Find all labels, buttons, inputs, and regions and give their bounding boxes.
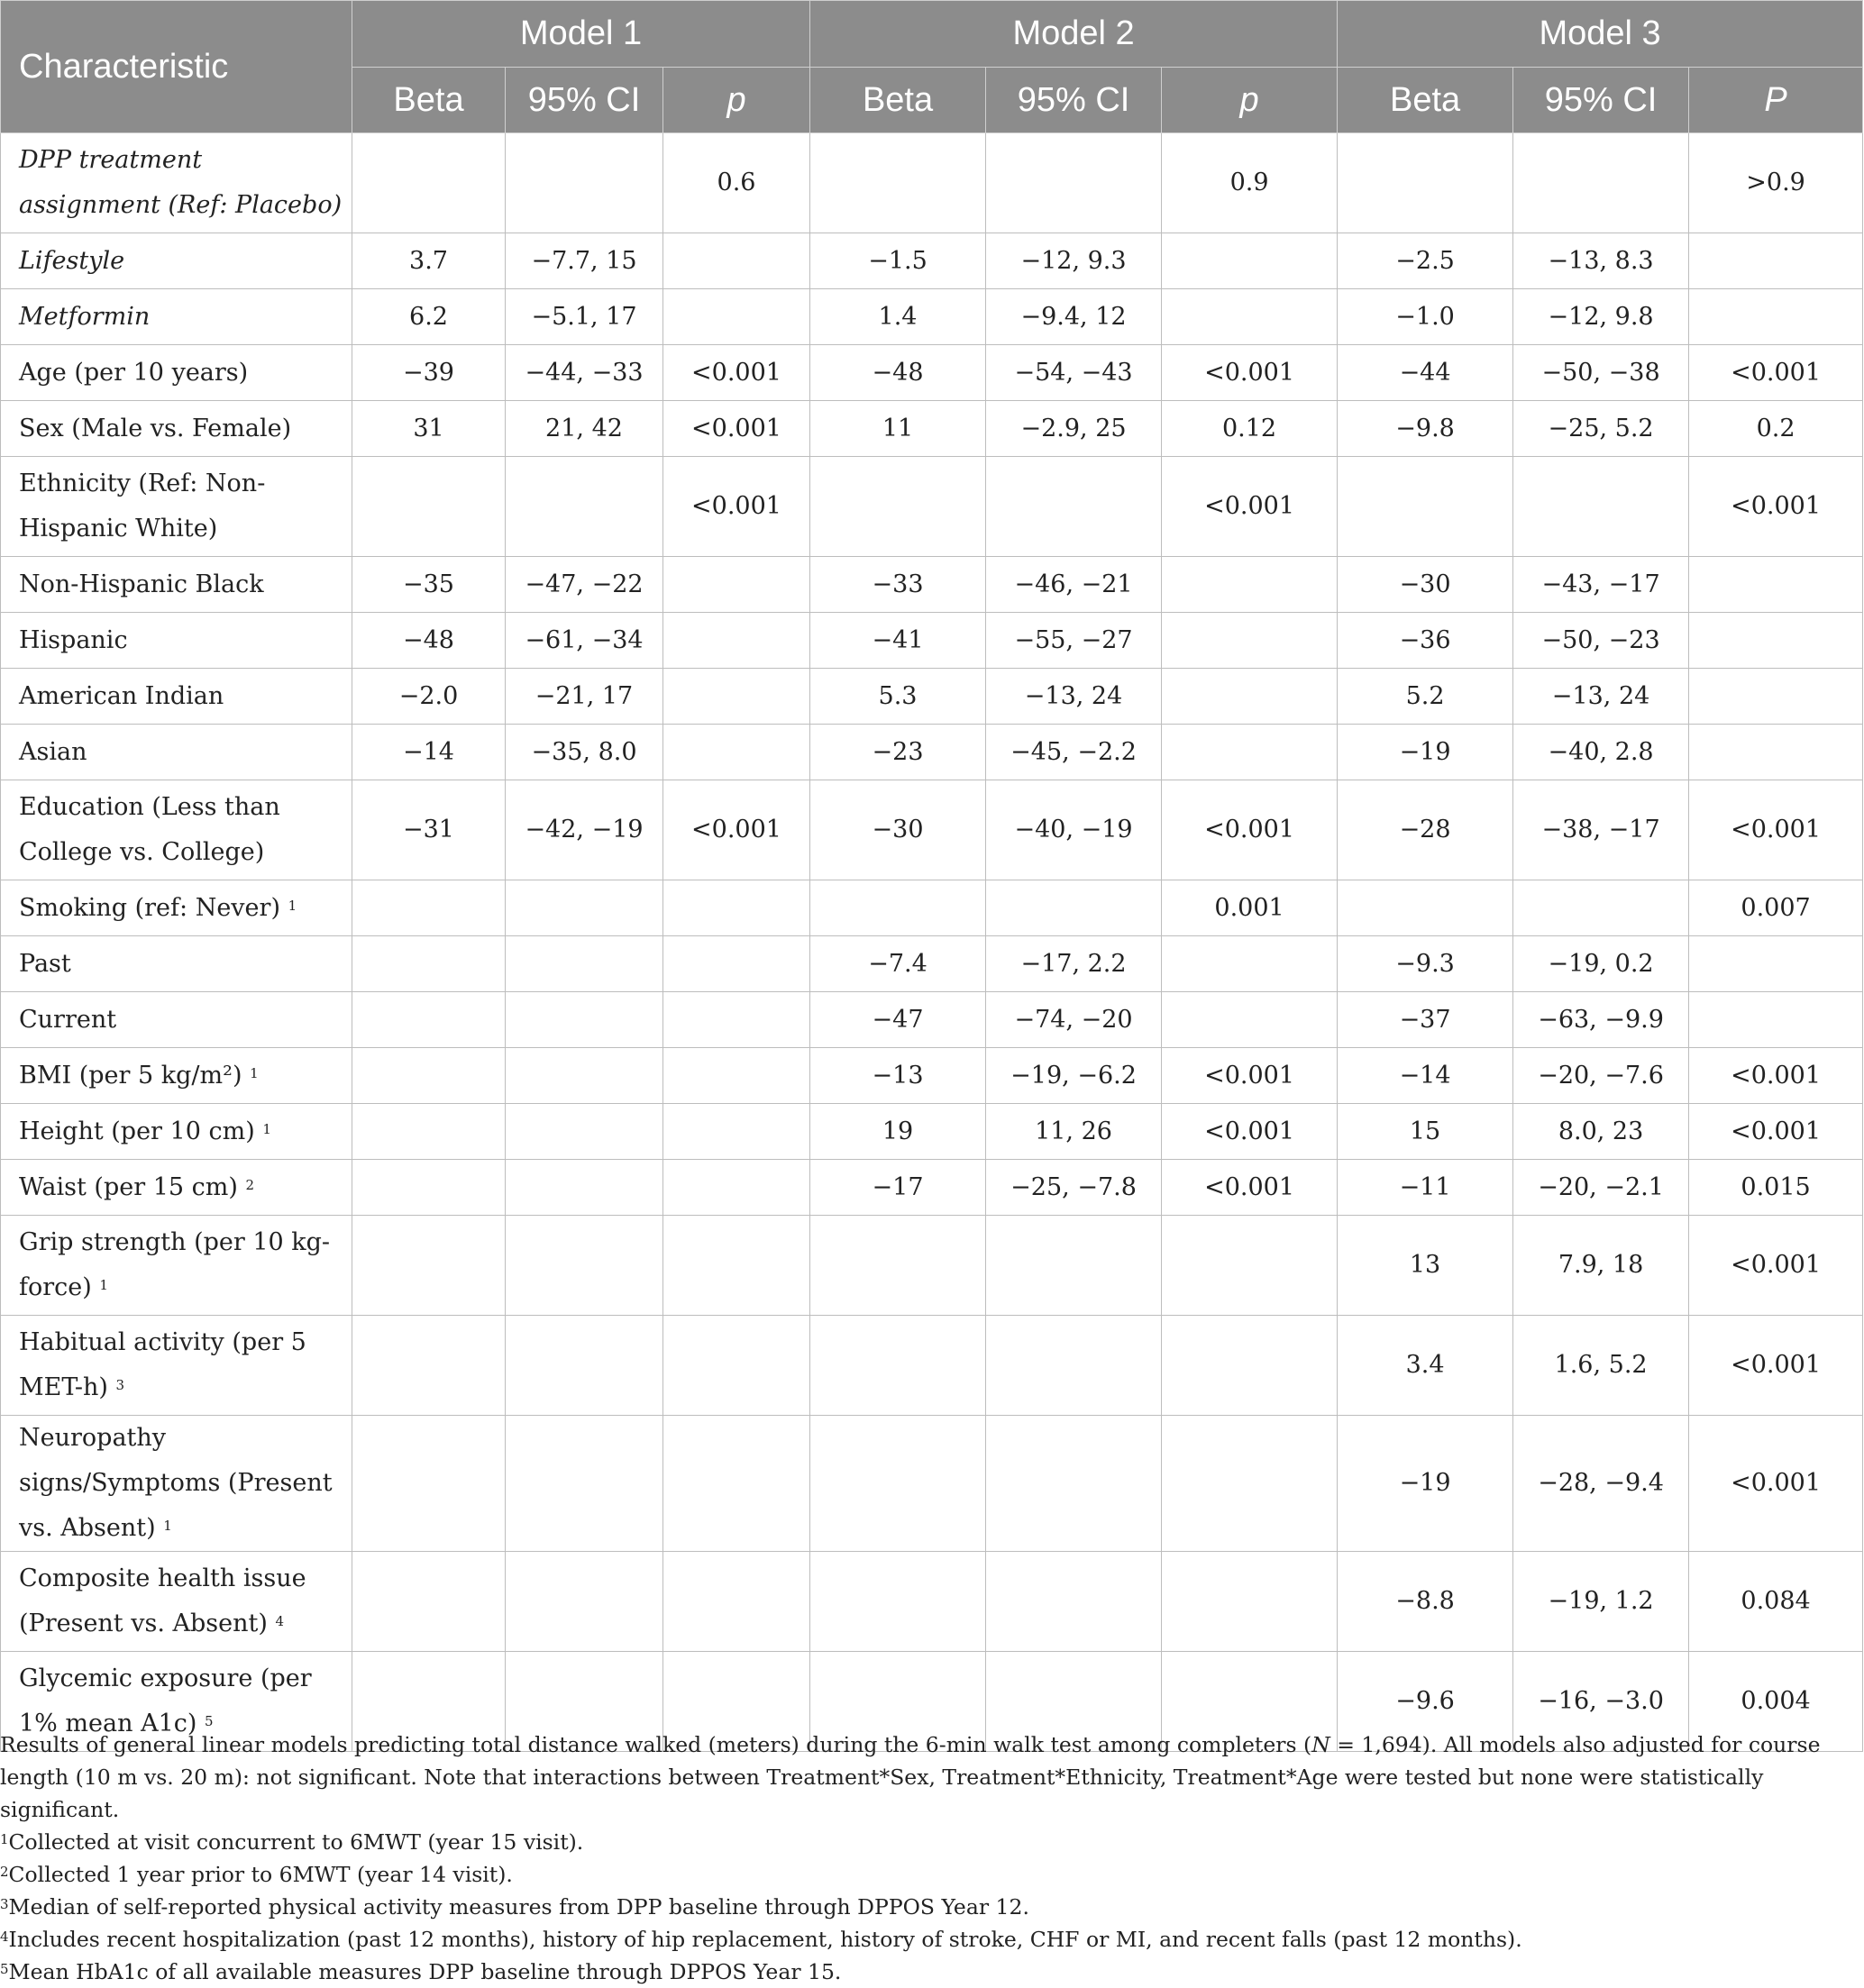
model-3-beta-cell: −9.8 [1338, 401, 1513, 457]
model-2-ci-cell: −9.4, 12 [986, 289, 1162, 345]
model-1-ci-cell [506, 1316, 663, 1416]
model-3-beta-cell: −9.3 [1338, 936, 1513, 992]
model-1-p-cell [663, 1416, 810, 1552]
model-1-ci-cell: −61, −34 [506, 613, 663, 669]
table-row [1, 936, 1863, 992]
model-3-beta-cell: −14 [1338, 1048, 1513, 1104]
model-1-ci-cell: −21, 17 [506, 669, 663, 725]
row-label: Glycemic exposure (per 1% mean A1c) $^5$ [1, 1652, 352, 1752]
model-1-ci-cell: −35, 8.0 [506, 725, 663, 780]
model-1-beta-cell: −48 [352, 613, 506, 669]
model-2-beta-cell: −17 [810, 1160, 986, 1216]
row-label: Past [1, 936, 352, 992]
model-1-ci-cell [506, 1552, 663, 1652]
model-3-p-cell [1689, 233, 1863, 289]
table-row [1, 1160, 1863, 1216]
model-2-beta-cell [810, 133, 986, 233]
model-2-ci-cell [986, 880, 1162, 936]
footnote-5: $^5$Mean HbA1c of all available measures DPP baseline through DPPOS Year 15. [0, 1959, 842, 1984]
model-3-ci-cell: 7.9, 18 [1513, 1216, 1689, 1316]
model-3-beta-cell: −19 [1338, 1416, 1513, 1552]
model-1-beta-cell: −14 [352, 725, 506, 780]
model-3-p-cell: <0.001 [1689, 1048, 1863, 1104]
table-caption: Results of general linear models predicting total distance walked (meters) during the 6-min walk test among completers (N = 1,694). All models also adjusted for course length (10 m vs. 20 m): not significant. Note that interactions between Treatment*Sex, Treatment*Ethnicity, Treatment*Age were tested but none were statistically significant. [0, 1732, 1821, 1822]
model-3-p-cell [1689, 613, 1863, 669]
model-3-p-cell: 0.004 [1689, 1652, 1863, 1752]
table-row [1, 289, 1863, 345]
header-beta: Beta [1338, 68, 1513, 133]
model-1-ci-cell: −44, −33 [506, 345, 663, 401]
table-row [1, 725, 1863, 780]
model-3-beta-cell [1338, 133, 1513, 233]
model-3-beta-cell: −37 [1338, 992, 1513, 1048]
model-2-beta-cell [810, 1416, 986, 1552]
footnote-1: $^1$Collected at visit concurrent to 6MWT (year 15 visit). [0, 1829, 584, 1855]
model-3-beta-cell: −1.0 [1338, 289, 1513, 345]
model-1-ci-cell [506, 1416, 663, 1552]
model-1-p-cell: 0.6 [663, 133, 810, 233]
model-3-p-cell: <0.001 [1689, 1316, 1863, 1416]
header-ci: 95% CI [1513, 68, 1689, 133]
model-2-beta-cell: −33 [810, 557, 986, 613]
model-3-p-cell: 0.015 [1689, 1160, 1863, 1216]
model-2-ci-cell: −19, −6.2 [986, 1048, 1162, 1104]
model-1-ci-cell: −47, −22 [506, 557, 663, 613]
model-2-ci-cell: −2.9, 25 [986, 401, 1162, 457]
model-2-beta-cell [810, 1552, 986, 1652]
model-2-ci-cell: −17, 2.2 [986, 936, 1162, 992]
row-label: Ethnicity (Ref: Non-Hispanic White) [1, 457, 352, 557]
model-2-beta-cell: 19 [810, 1104, 986, 1160]
model-1-beta-cell [352, 880, 506, 936]
model-1-beta-cell [352, 133, 506, 233]
model-3-p-cell: 0.007 [1689, 880, 1863, 936]
model-2-ci-cell: −12, 9.3 [986, 233, 1162, 289]
row-label: Smoking (ref: Never) $^1$ [1, 880, 352, 936]
model-3-ci-cell: −19, 0.2 [1513, 936, 1689, 992]
model-1-p-cell [663, 1104, 810, 1160]
model-3-p-cell: <0.001 [1689, 1416, 1863, 1552]
model-1-p-cell [663, 669, 810, 725]
row-label: American Indian [1, 669, 352, 725]
table-row [1, 1104, 1863, 1160]
model-3-beta-cell: 3.4 [1338, 1316, 1513, 1416]
model-2-p-cell: 0.001 [1162, 880, 1338, 936]
model-1-p-cell [663, 1316, 810, 1416]
model-1-beta-cell [352, 1104, 506, 1160]
model-1-p-cell [663, 1216, 810, 1316]
model-3-beta-cell: −28 [1338, 780, 1513, 880]
model-3-ci-cell [1513, 457, 1689, 557]
model-1-ci-cell: −7.7, 15 [506, 233, 663, 289]
model-1-beta-cell: −39 [352, 345, 506, 401]
model-1-ci-cell [506, 880, 663, 936]
model-2-ci-cell: −45, −2.2 [986, 725, 1162, 780]
model-1-beta-cell: 31 [352, 401, 506, 457]
model-2-p-cell: <0.001 [1162, 1104, 1338, 1160]
header-model-3: Model 3 [1338, 1, 1863, 68]
model-3-ci-cell: −50, −38 [1513, 345, 1689, 401]
row-label: Waist (per 15 cm) $^2$ [1, 1160, 352, 1216]
model-1-p-cell [663, 992, 810, 1048]
model-2-beta-cell: 5.3 [810, 669, 986, 725]
header-ci: 95% CI [986, 68, 1162, 133]
model-2-beta-cell: 11 [810, 401, 986, 457]
table-row [1, 1316, 1863, 1416]
model-3-ci-cell: 8.0, 23 [1513, 1104, 1689, 1160]
model-1-p-cell [663, 725, 810, 780]
model-1-ci-cell [506, 936, 663, 992]
model-3-p-cell [1689, 936, 1863, 992]
model-3-beta-cell: −8.8 [1338, 1552, 1513, 1652]
model-1-beta-cell [352, 1216, 506, 1316]
table-row [1, 233, 1863, 289]
model-3-ci-cell [1513, 133, 1689, 233]
footnote-3: $^3$Median of self-reported physical activity measures from DPP baseline through DPPOS Year 12. [0, 1894, 1029, 1920]
model-2-beta-cell: −47 [810, 992, 986, 1048]
model-1-p-cell [663, 880, 810, 936]
model-1-beta-cell [352, 1316, 506, 1416]
row-label: Sex (Male vs. Female) [1, 401, 352, 457]
row-label: Composite health issue (Present vs. Absent) $^4$ [1, 1552, 352, 1652]
model-2-p-cell: 0.12 [1162, 401, 1338, 457]
model-3-p-cell: <0.001 [1689, 780, 1863, 880]
model-2-p-cell: <0.001 [1162, 457, 1338, 557]
model-3-beta-cell: −19 [1338, 725, 1513, 780]
table-row [1, 401, 1863, 457]
model-1-beta-cell [352, 936, 506, 992]
model-2-beta-cell [810, 457, 986, 557]
model-1-p-cell [663, 1552, 810, 1652]
model-1-beta-cell [352, 1160, 506, 1216]
model-1-ci-cell [506, 992, 663, 1048]
model-1-beta-cell [352, 1416, 506, 1552]
row-label: Habitual activity (per 5 MET-h) $^3$ [1, 1316, 352, 1416]
model-1-beta-cell: −31 [352, 780, 506, 880]
model-3-beta-cell: −2.5 [1338, 233, 1513, 289]
row-label: Education (Less than College vs. College) [1, 780, 352, 880]
model-2-ci-cell: −25, −7.8 [986, 1160, 1162, 1216]
row-label: Non-Hispanic Black [1, 557, 352, 613]
row-label: Lifestyle [1, 233, 352, 289]
table-row [1, 345, 1863, 401]
model-3-beta-cell: −44 [1338, 345, 1513, 401]
model-1-p-cell: <0.001 [663, 401, 810, 457]
footnote-2: $^2$Collected 1 year prior to 6MWT (year 14 visit). [0, 1862, 513, 1887]
model-3-ci-cell: −16, −3.0 [1513, 1652, 1689, 1752]
model-2-p-cell [1162, 613, 1338, 669]
model-3-ci-cell: −13, 24 [1513, 669, 1689, 725]
model-1-beta-cell [352, 1552, 506, 1652]
model-2-p-cell [1162, 289, 1338, 345]
table-body [1, 133, 1863, 1752]
model-1-p-cell [663, 289, 810, 345]
model-2-p-cell [1162, 1216, 1338, 1316]
model-3-p-cell: 0.084 [1689, 1552, 1863, 1652]
model-2-beta-cell: −23 [810, 725, 986, 780]
table-row [1, 613, 1863, 669]
model-3-ci-cell: −13, 8.3 [1513, 233, 1689, 289]
model-3-beta-cell: 5.2 [1338, 669, 1513, 725]
model-3-beta-cell: 15 [1338, 1104, 1513, 1160]
model-3-ci-cell: −38, −17 [1513, 780, 1689, 880]
footnote-4: $^4$Includes recent hospitalization (past 12 months), history of hip replacement, history of stroke, CHF or MI, and recent falls (past 12 months). [0, 1927, 1522, 1952]
model-1-p-cell [663, 233, 810, 289]
model-3-p-cell: <0.001 [1689, 1104, 1863, 1160]
header-ci: 95% CI [506, 68, 663, 133]
model-2-p-cell [1162, 1552, 1338, 1652]
model-2-beta-cell [810, 1216, 986, 1316]
model-2-beta-cell: −48 [810, 345, 986, 401]
table-row [1, 669, 1863, 725]
model-1-ci-cell [506, 133, 663, 233]
row-label: Asian [1, 725, 352, 780]
model-1-beta-cell: −35 [352, 557, 506, 613]
model-2-ci-cell [986, 1552, 1162, 1652]
model-1-ci-cell: 21, 42 [506, 401, 663, 457]
model-1-ci-cell: −42, −19 [506, 780, 663, 880]
row-label: Current [1, 992, 352, 1048]
model-1-p-cell [663, 1160, 810, 1216]
model-2-p-cell: <0.001 [1162, 780, 1338, 880]
model-2-ci-cell [986, 1416, 1162, 1552]
model-1-beta-cell [352, 992, 506, 1048]
model-2-ci-cell: −13, 24 [986, 669, 1162, 725]
table-row [1, 457, 1863, 557]
model-3-ci-cell: −12, 9.8 [1513, 289, 1689, 345]
model-2-ci-cell: −55, −27 [986, 613, 1162, 669]
model-2-ci-cell [986, 133, 1162, 233]
row-label: Height (per 10 cm) $^1$ [1, 1104, 352, 1160]
header-beta: Beta [810, 68, 986, 133]
model-1-beta-cell: 3.7 [352, 233, 506, 289]
model-2-p-cell: 0.9 [1162, 133, 1338, 233]
model-2-beta-cell: −13 [810, 1048, 986, 1104]
model-2-p-cell [1162, 936, 1338, 992]
model-2-beta-cell: −7.4 [810, 936, 986, 992]
model-3-ci-cell [1513, 880, 1689, 936]
model-1-ci-cell [506, 1160, 663, 1216]
model-3-p-cell [1689, 289, 1863, 345]
model-2-p-cell [1162, 1316, 1338, 1416]
model-2-beta-cell: 1.4 [810, 289, 986, 345]
model-3-p-cell [1689, 557, 1863, 613]
model-2-beta-cell: −1.5 [810, 233, 986, 289]
header-model-1: Model 1 [352, 1, 810, 68]
table-row [1, 133, 1863, 233]
model-3-ci-cell: −43, −17 [1513, 557, 1689, 613]
row-label: DPP treatment assignment (Ref: Placebo) [1, 133, 352, 233]
model-3-ci-cell: −63, −9.9 [1513, 992, 1689, 1048]
model-1-ci-cell [506, 1216, 663, 1316]
model-2-p-cell: <0.001 [1162, 1160, 1338, 1216]
header-model-2: Model 2 [810, 1, 1338, 68]
row-label: Metformin [1, 289, 352, 345]
model-2-beta-cell: −41 [810, 613, 986, 669]
table-row [1, 557, 1863, 613]
model-3-ci-cell: −25, 5.2 [1513, 401, 1689, 457]
model-2-p-cell [1162, 1416, 1338, 1552]
model-3-ci-cell: −28, −9.4 [1513, 1416, 1689, 1552]
model-3-p-cell: <0.001 [1689, 345, 1863, 401]
model-3-ci-cell: 1.6, 5.2 [1513, 1316, 1689, 1416]
model-1-p-cell [663, 936, 810, 992]
model-1-p-cell [663, 1048, 810, 1104]
model-3-p-cell: <0.001 [1689, 1216, 1863, 1316]
model-1-p-cell [663, 613, 810, 669]
model-2-ci-cell [986, 457, 1162, 557]
model-2-ci-cell [986, 1216, 1162, 1316]
model-2-ci-cell: −40, −19 [986, 780, 1162, 880]
model-3-ci-cell: −40, 2.8 [1513, 725, 1689, 780]
model-2-p-cell [1162, 233, 1338, 289]
model-1-p-cell [663, 557, 810, 613]
model-1-p-cell: <0.001 [663, 345, 810, 401]
model-2-ci-cell: −74, −20 [986, 992, 1162, 1048]
model-3-p-cell [1689, 992, 1863, 1048]
model-1-ci-cell [506, 1048, 663, 1104]
model-3-beta-cell [1338, 880, 1513, 936]
model-1-beta-cell [352, 457, 506, 557]
model-1-ci-cell [506, 457, 663, 557]
model-1-beta-cell [352, 1048, 506, 1104]
model-3-ci-cell: −20, −7.6 [1513, 1048, 1689, 1104]
model-3-beta-cell: −11 [1338, 1160, 1513, 1216]
header-p: P [1689, 68, 1863, 133]
table-row [1, 1048, 1863, 1104]
row-label: Neuropathy signs/Symptoms (Present vs. Absent) $^1$ [1, 1416, 352, 1552]
table-row [1, 780, 1863, 880]
model-3-beta-cell: 13 [1338, 1216, 1513, 1316]
table-notes [0, 1728, 1857, 1988]
model-1-ci-cell [506, 1104, 663, 1160]
model-1-ci-cell: −5.1, 17 [506, 289, 663, 345]
model-3-beta-cell: −9.6 [1338, 1652, 1513, 1752]
model-2-ci-cell [986, 1316, 1162, 1416]
model-2-beta-cell [810, 1316, 986, 1416]
model-3-p-cell [1689, 669, 1863, 725]
model-3-p-cell: 0.2 [1689, 401, 1863, 457]
model-1-p-cell: <0.001 [663, 457, 810, 557]
model-3-beta-cell: −36 [1338, 613, 1513, 669]
model-2-p-cell [1162, 669, 1338, 725]
model-1-beta-cell: −2.0 [352, 669, 506, 725]
model-3-ci-cell: −19, 1.2 [1513, 1552, 1689, 1652]
model-2-ci-cell: −46, −21 [986, 557, 1162, 613]
row-label: Hispanic [1, 613, 352, 669]
model-3-ci-cell: −50, −23 [1513, 613, 1689, 669]
model-3-p-cell: >0.9 [1689, 133, 1863, 233]
table-row [1, 880, 1863, 936]
model-2-ci-cell: −54, −43 [986, 345, 1162, 401]
model-2-beta-cell: −30 [810, 780, 986, 880]
row-label: Age (per 10 years) [1, 345, 352, 401]
model-2-beta-cell [810, 880, 986, 936]
model-2-p-cell: <0.001 [1162, 1048, 1338, 1104]
model-3-beta-cell [1338, 457, 1513, 557]
header-p: p [663, 68, 810, 133]
model-1-beta-cell: 6.2 [352, 289, 506, 345]
model-2-ci-cell: 11, 26 [986, 1104, 1162, 1160]
table-row [1, 1552, 1863, 1652]
model-3-beta-cell: −30 [1338, 557, 1513, 613]
model-3-ci-cell: −20, −2.1 [1513, 1160, 1689, 1216]
row-label: Grip strength (per 10 kg-force) $^1$ [1, 1216, 352, 1316]
model-2-p-cell: <0.001 [1162, 345, 1338, 401]
model-3-p-cell: <0.001 [1689, 457, 1863, 557]
row-label: BMI (per 5 kg/m²) $^1$ [1, 1048, 352, 1104]
model-3-p-cell [1689, 725, 1863, 780]
table-row [1, 1216, 1863, 1316]
header-characteristic: Characteristic [1, 1, 352, 133]
table-row [1, 1416, 1863, 1552]
model-2-p-cell [1162, 725, 1338, 780]
table-row [1, 992, 1863, 1048]
model-2-p-cell [1162, 992, 1338, 1048]
header-p: p [1162, 68, 1338, 133]
header-beta: Beta [352, 68, 506, 133]
model-1-p-cell: <0.001 [663, 780, 810, 880]
model-2-p-cell [1162, 557, 1338, 613]
